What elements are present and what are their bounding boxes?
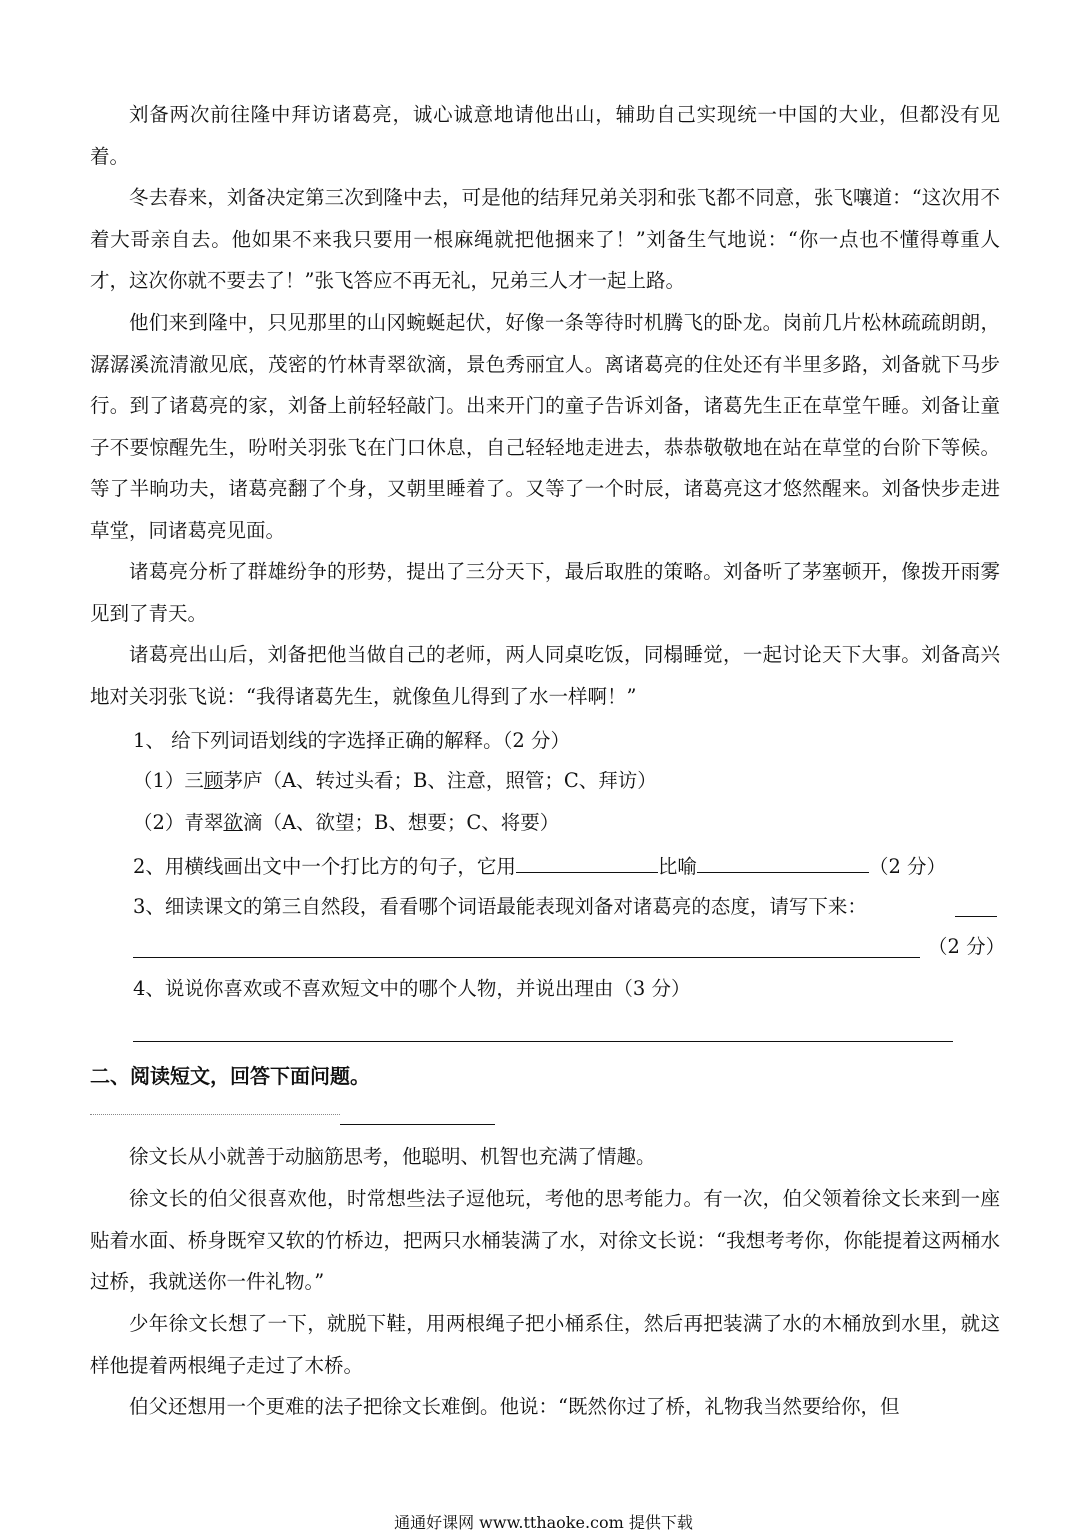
passage1-paragraph-5: 诸葛亮出山后，刘备把他当做自己的老师，两人同桌吃饭，同榻睡觉，一起讨论天下大事。刘备高兴地对关羽张飞说：“我得诸葛先生，就像鱼儿得到了水一样啊！” [90,643,1000,708]
q2-answer-blank-1[interactable] [516,850,658,873]
q2-text: 2、用横线画出文中一个打比方的句子，它用 [133,855,516,878]
q1a-prefix: （1）三 [133,769,204,792]
section-2-heading: 二、阅读短文，回答下面问题。 [90,1064,370,1088]
question-1-item-2 [133,808,559,838]
footer-credit: 通通好课网 www.tthaoke.com 提供下载 [394,1513,693,1532]
q3-score: （2 分） [928,935,1006,958]
q3-answer-line[interactable] [133,957,920,958]
question-3: 3、细读课文的第三自然段，看看哪个词语最能表现刘备对诸葛亮的态度，请写下来： [133,895,867,918]
question-1: 1、 给下列词语划线的字选择正确的解释。（2 分） [133,729,570,752]
q2-text-2: 比喻 [657,855,697,878]
question-2 [133,850,946,882]
q4-answer-line[interactable] [133,1041,953,1042]
q1a-underlined-char: 顾 [203,769,224,792]
q1b-prefix: （2）青翠 [133,811,224,834]
passage2-paragraph-3: 少年徐文长想了一下，就脱下鞋，用两根绳子把小桶系住，然后再把装满了水的木桶放到水里，就这样他提着两根绳子走过了木桥。 [90,1312,1000,1377]
passage2-paragraph-2: 徐文长的伯父很喜欢他，时常想些法子逗他玩，考他的思考能力。有一次，伯父领着徐文长来到一座贴着水面、桥身既窄又软的竹桥边，把两只水桶装满了水，对徐文长说：“我想考考你，你能提着这两桶水过桥，我就送你一件礼物。” [90,1187,1000,1293]
q2-answer-blank-2[interactable] [697,850,869,873]
question-1-item-1 [133,766,657,796]
q1a-options: 茅庐（A、转过头看；B、注意，照管；C、拜访） [223,769,657,792]
passage1-paragraph-3: 他们来到隆中，只见那里的山冈蜿蜒起伏，好像一条等待时机腾飞的卧龙。岗前几片松林疏疏朗朗，潺潺溪流清澈见底，茂密的竹林青翠欲滴，景色秀丽宜人。离诸葛亮的住处还有半里多路，刘备就下马步行。到了诸葛亮的家，刘备上前轻轻敲门。出来开门的童子告诉刘备，诸葛先生正在草堂午睡。刘备让童子不要惊醒先生，吩咐关羽张飞在门口休息，自己轻轻地走进去，恭恭敬敬地在站在草堂的台阶下等候。等了半晌功夫，诸葛亮翻了个身，又朝里睡着了。又等了一个时辰，诸葛亮这才悠然醒来。刘备快步走进草堂，同诸葛亮见面。 [90,311,1000,542]
passage1-paragraph-2: 冬去春来，刘备决定第三次到隆中去，可是他的结拜兄弟关羽和张飞都不同意，张飞嚷道：“这次用不着大哥亲自去。他如果不来我只要用一根麻绳就把他捆来了！”刘备生气地说：“你一点也不懂得尊重人才，这次你就不要去了！”张飞答应不再无礼，兄弟三人才一起上路。 [90,186,1000,292]
passage1-paragraph-1: 刘备两次前往隆中拜访诸葛亮，诚心诚意地请他出山，辅助自己实现统一中国的大业，但都没有见着。 [90,103,1000,168]
dotted-divider [90,1114,340,1115]
passage1-paragraph-4: 诸葛亮分析了群雄纷争的形势，提出了三分天下，最后取胜的策略。刘备听了茅塞顿开，像拨开雨雾见到了青天。 [90,560,1000,625]
q3-answer-line-short[interactable] [955,916,997,917]
q1b-options: 滴（A、欲望；B、想要；C、将要） [242,811,560,834]
passage2-paragraph-4: 伯父还想用一个更难的法子把徐文长难倒。他说：“既然你过了桥，礼物我当然要给你，但 [129,1395,900,1418]
q1b-underlined-char: 欲 [223,811,243,834]
q2-score: （2 分） [868,855,947,878]
passage2-paragraph-1: 徐文长从小就善于动脑筋思考，他聪明、机智也充满了情趣。 [129,1145,656,1168]
short-rule [340,1124,495,1125]
question-4: 4、说说你喜欢或不喜欢短文中的哪个人物，并说出理由（3 分） [133,977,691,1000]
